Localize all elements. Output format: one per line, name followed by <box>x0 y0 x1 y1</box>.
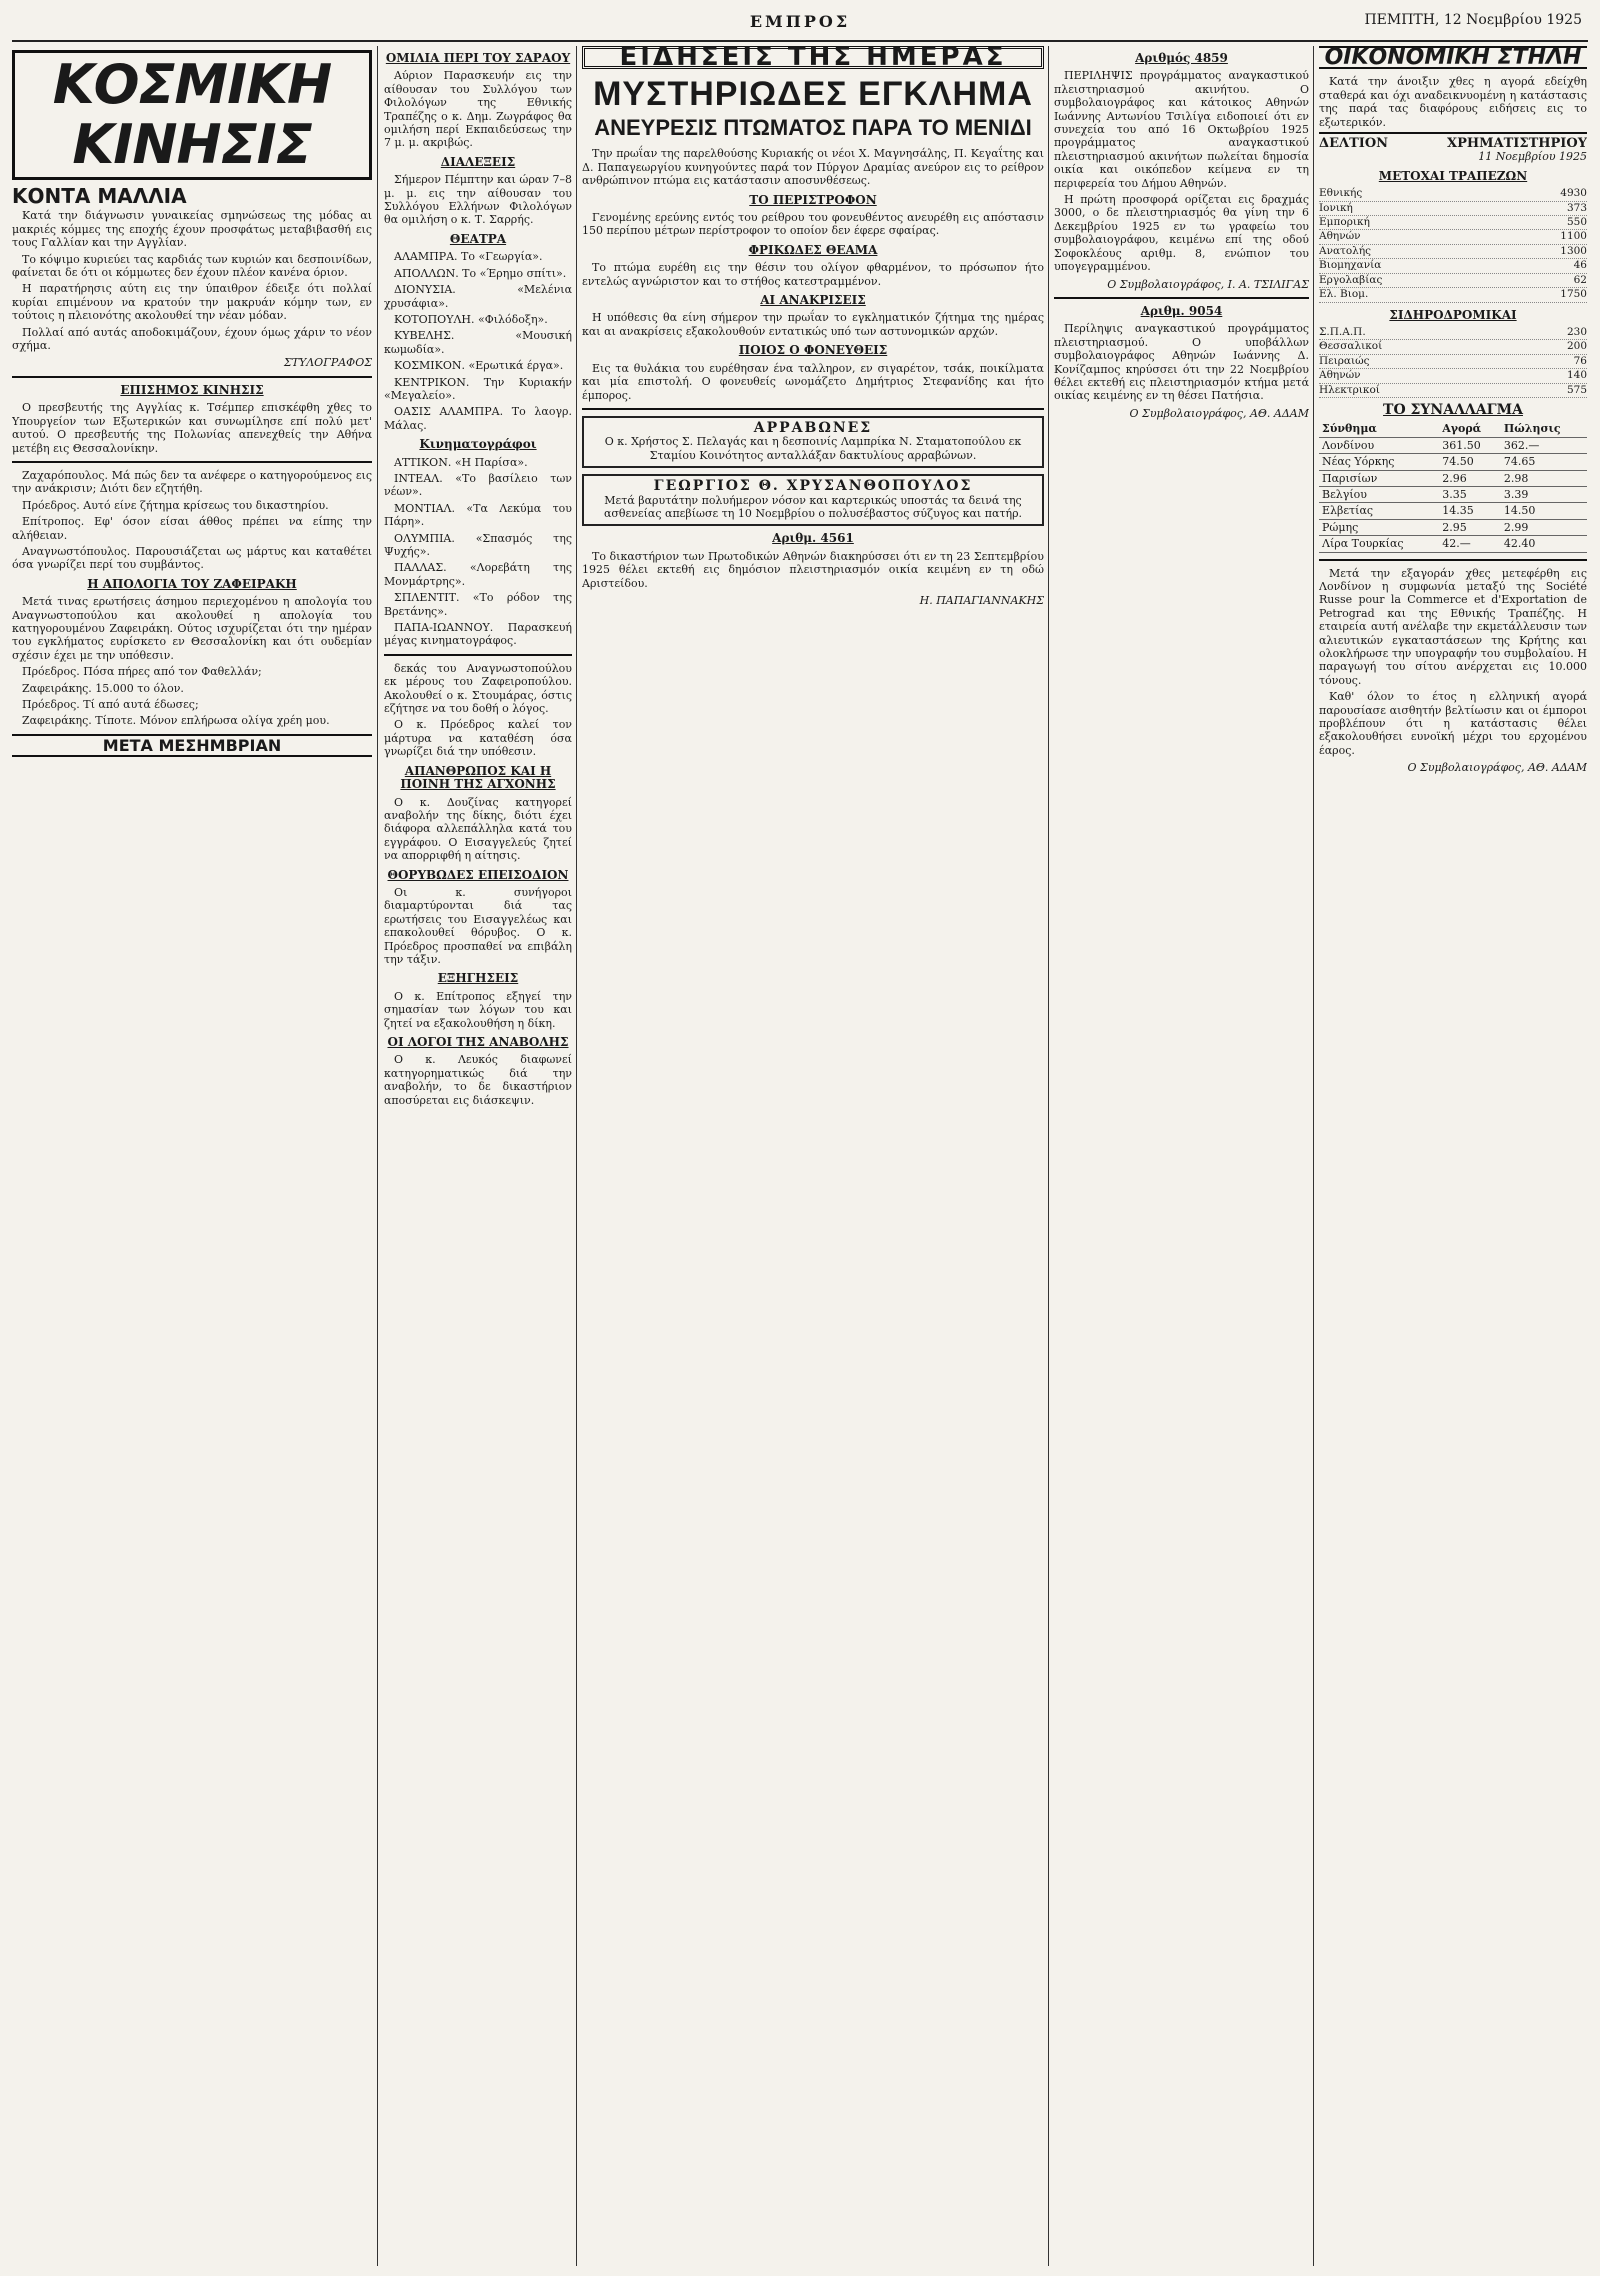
cinema-listing: ΠΑΛΛΑΣ. «Λορεβάτη της Μονμάρτρης». <box>384 561 572 588</box>
fx-cell: 14.35 <box>1439 503 1501 519</box>
section-head-incident: ΘΟΡΥΒΩΔΕΣ ΕΠΕΙΣΟΔΙΟΝ <box>387 867 569 882</box>
quote-name: Εργολαβίας <box>1319 273 1383 286</box>
paragraph: Πρόεδρος. Τί από αυτά έδωσες; <box>22 698 199 711</box>
bulletin-right: ΧΡΗΜΑΤΙΣΤΗΡΙΟΥ <box>1447 136 1587 152</box>
quote-row <box>1319 274 1587 288</box>
quote-name: Θεσσαλικοί <box>1319 340 1383 353</box>
bulletin-left: ΔΕΛΤΙΟΝ <box>1319 136 1389 152</box>
fx-cell: Λονδίνου <box>1319 437 1439 453</box>
fx-col-header: Πώλησις <box>1501 421 1587 437</box>
stocks-list <box>1319 187 1587 302</box>
paragraph: Μετά την εξαγοράν χθες μετεφέρθη εις Λονδίνον η συμφωνία μεταξύ της Société Russe pour la Commerce et d'Exportation de Petrograd και της Εθνικής Τραπέζης. Η εταιρεία αυτή ανέλαβε την εκμετάλλευσιν των αλιευτικών εγκαταστάσεων της Κρήτης και ολοκλήρωσε την υπογραφήν του συμβολαίου. Η παραγωγή του σίτου ανέρχεται εις 10.000 τόνους. <box>1319 566 1587 687</box>
fx-cell: 2.99 <box>1501 519 1587 535</box>
quote-row <box>1319 340 1587 354</box>
quote-row <box>1319 369 1587 383</box>
quote-value: 550 <box>1566 216 1587 229</box>
paragraph: Η πρώτη προσφορά ορίζεται εις δραχμάς 3000, ο δε πλειστηριασμός θα γίνη την 6 Δεκεμβρίου 1925 εν τω γραφείω του συμβολαιογράφου, κειμένω επί της οδού Σοφοκλέους αριθμ. 8, ενώπιον του υπογεγραμμένου. <box>1054 193 1309 274</box>
section-head-official: ΕΠΙΣΗΜΟΣ ΚΙΝΗΣΙΣ <box>120 382 264 397</box>
newspaper-page <box>12 6 1588 2270</box>
social-section-title: ΚΟΣΜΙΚΗ ΚΙΝΗΣΙΣ <box>12 50 372 180</box>
quote-name: Ελ. Βιομ. <box>1319 288 1369 301</box>
fx-cell: Παρισίων <box>1319 470 1439 486</box>
fx-cell: 14.50 <box>1501 503 1587 519</box>
paragraph: Ζαφειράκης. Τίποτε. Μόνον επλήρωσα ολίγα χρέη μου. <box>22 714 330 728</box>
quote-row <box>1319 288 1587 302</box>
quote-value: 76 <box>1573 354 1587 367</box>
fx-head: ΤΟ ΣΥΝΑΛΛΑΓΜΑ <box>1383 401 1523 418</box>
quote-name: Βιομηχανία <box>1319 259 1382 272</box>
column-divider <box>1048 46 1049 2266</box>
cinema-listing: ΙΝΤΕΑΛ. «Το βασίλειο των νέων». <box>384 471 572 499</box>
section-head-lectures: ΔΙΑΛΕΞΕΙΣ <box>440 154 516 169</box>
engagements-title: ΑΡΡΑΒΩΝΕΣ <box>753 419 873 436</box>
fx-row <box>1319 470 1587 486</box>
headline-mysterious-crime: ΜΥΣΤΗΡΙΩΔΕΣ ΕΓΚΛΗΜΑ <box>593 75 1033 114</box>
article-title-short-hair: ΚΟΝΤΑ ΜΑΛΛΙΑ <box>12 184 187 208</box>
paragraph: δεκάς του Αναγνωστοπούλου εκ μέρους του Ζαφειροπούλου. Ακολουθεί ο κ. Στουμάρας, όστις εζήτησε να του δοθή ο λόγος. <box>384 661 572 716</box>
engagements-text: Ο κ. Χρήστος Σ. Πελαγάς και η δεσποινίς Λαμπρίκα Ν. Σταματοπούλου εκ Σταμίου Κοινότητος ανταλλάξαν δακτυλίους αρραβώνων. <box>604 435 1022 462</box>
obituary-text: Μετά βαρυτάτην πολυήμερον νόσον και καρτερικώς υποστάς τα δεινά της ασθενείας απεβίωσε τη 10 Νοεμβρίου ο πολυσέβαστος σύζυγος και πατήρ. <box>603 493 1023 520</box>
theatre-listing: ΑΠΟΛΛΩΝ. Το «Έρημο σπίτι». <box>394 266 567 280</box>
economic-column-title: ΟΙΚΟΝΟΜΙΚΗ ΣΤΗΛΗ <box>1319 46 1587 69</box>
theatre-listing: ΚΕΝΤΡΙΚΟΝ. Την Κυριακήν «Μεγαλείο». <box>384 375 572 402</box>
quote-value: 1100 <box>1560 230 1587 243</box>
section-head-penalty: ΑΠΑΝΘΡΩΠΟΣ ΚΑΙ Η ΠΟΙΝΗ ΤΗΣ ΑΓΧΟΝΗΣ <box>400 763 556 792</box>
quote-row <box>1319 259 1587 273</box>
notice-number: Αριθμ. 9054 <box>1140 303 1223 318</box>
fx-cell: 74.65 <box>1501 454 1587 470</box>
quote-value: 1750 <box>1560 288 1587 301</box>
quote-row <box>1319 216 1587 230</box>
quote-row <box>1319 384 1587 398</box>
theatre-listing: ΚΥΒΕΛΗΣ. «Μουσική κωμωδία». <box>384 329 572 356</box>
cinema-listing: ΟΛΥΜΠΙΑ. «Σπασμός της Ψυχής». <box>384 531 572 558</box>
section-head-victim: ΠΟΙΟΣ Ο ΦΟΝΕΥΘΕΙΣ <box>738 343 888 358</box>
fx-cell: 3.39 <box>1501 486 1587 502</box>
section-head-theatres: ΘΕΑΤΡΑ <box>449 231 507 246</box>
paragraph: Καθ' όλον το έτος η ελληνική αγορά παρουσίασε αισθητήν βελτίωσιν και οι έμποροι προβλέπουν ότι η κατάστασις θέλει εξακολουθήσει ευνοϊκή μέχρι του ερχομένου έαρος. <box>1319 690 1587 757</box>
quote-value: 62 <box>1573 273 1587 286</box>
divider <box>1054 297 1309 299</box>
cinema-listing: ΣΠΛΕΝΤΙΤ. «Το ρόδον της Βρετάνης». <box>384 591 572 618</box>
divider <box>1319 559 1587 561</box>
quote-name: Αθηνών <box>1319 369 1361 382</box>
cinema-listing: ΑΤΤΙΚΟΝ. «Η Παρίσα». <box>394 455 528 469</box>
section-head-cinemas: Κινηματογράφοι <box>419 437 537 452</box>
paragraph: Ο κ. Λευκός διαφωνεί κατηγορηματικώς διά την αναβολήν, το δε δικαστήριον αποσύρεται εις διάσκεψιν. <box>384 1053 572 1107</box>
column-news <box>582 46 1044 2266</box>
cinema-listing: ΜΟΝΤΙΑΛ. «Τα Λεκύμα του Πάρη». <box>384 501 572 529</box>
paragraph: Γενομένης ερεύνης εντός του ρείθρου του φονευθέντος ανευρέθη εις απόστασιν 150 περίπου μέτρων περίστροφον το οποίον δεν έφερε σφαίρας. <box>582 211 1044 238</box>
paragraph: Οι κ. συνήγοροι διαμαρτύρονται διά τας ερωτήσεις του Εισαγγελέως και επακολουθεί θόρυβος. Ο κ. Πρόεδρος προσπαθεί να επιβάλη την τάξιν. <box>384 885 572 966</box>
fx-cell: Ρώμης <box>1319 519 1439 535</box>
quote-value: 230 <box>1566 325 1587 338</box>
fx-body <box>1319 437 1587 552</box>
column-legal-notices <box>1054 46 1309 2266</box>
issue-date: ΠΕΜΠΤΗ, 12 Νοεμβρίου 1925 <box>1364 12 1582 28</box>
paragraph: Περίληψις αναγκαστικού προγράμματος πλειστηριασμού. Ο υποβάλλων συμβολαιογράφος Αθηνών Ιωάννης Δ. Κονίζαμπος κηρύσσει ότι την 22 Νοεμβρίου θέλει εκτεθή εις πλειστηριασμόν κτήμα μετά οικίας κειμένης εν τη θέσει Πατήσια. <box>1054 322 1309 403</box>
quote-name: Αθηνών <box>1319 230 1361 243</box>
obituary-box <box>582 474 1044 526</box>
column-announcements <box>384 46 572 2266</box>
quote-value: 1300 <box>1560 244 1587 257</box>
quote-name: Πειραιώς <box>1319 354 1370 367</box>
fx-cell: 3.35 <box>1439 486 1501 502</box>
paragraph: Το πτώμα ευρέθη εις την θέσιν του ολίγον φθαρμένον, το πρόσωπον ήτο εντελώς αγνώριστον και το στήθος κατεστραμμένον. <box>582 261 1044 288</box>
quote-name: Ηλεκτρικοί <box>1319 383 1380 396</box>
paragraph: Πρόεδρος. Αυτό είνε ζήτημα κρίσεως του δικαστηρίου. <box>22 498 329 512</box>
quote-name: Εμπορική <box>1319 216 1370 229</box>
fx-cell: 362.— <box>1501 437 1587 453</box>
fx-row <box>1319 486 1587 502</box>
news-banner: ΕΙΔΗΣΕΙΣ ΤΗΣ ΗΜΕΡΑΣ <box>582 46 1044 69</box>
paragraph: ΠΕΡΙΛΗΨΙΣ προγράμματος αναγκαστικού πλειστηριασμού ακινήτου. Ο συμβολαιογράφος και κάτοικος Αθηνών Ιωάννης Αντωνίου Τσιλίγα ειδοποιεί ότι εν συνεχεία του από 16 Οκτωβρίου 1925 προγράμματος αναγκαστικού πλειστηριασμού ακινήτων πωλείται δημοσία οικία και οικόπεδον κείμενα εν τη περιφερεία του Δήμου Αθηνών. <box>1054 69 1309 190</box>
paragraph: Ο κ. Δουζίνας κατηγορεί αναβολήν της δίκης, διότι έχει διάφορα αλλεπάλληλα κατά του εγγράφου. Ο Εισαγγελεύς ζητεί να απορριφθή η αίτησις. <box>384 795 572 863</box>
paragraph: Κατά την διάγνωσιν γυναικείας σμηνώσεως της μόδας αι μακριές κόμμες της εποχής έχουν προσφάτως μεταβιβασθή εις τους Γαλλίαν και την Αγγλίαν. <box>12 209 372 250</box>
notice-signature: Ο Συμβολαιογράφος, Ι. Α. ΤΣΙΛΙΓΑΣ <box>1107 277 1309 291</box>
fx-cell: Λίρα Τουρκίας <box>1319 536 1439 552</box>
divider <box>12 376 372 378</box>
headline-corpse-found: ΑΝΕΥΡΕΣΙΣ ΠΤΩΜΑΤΟΣ ΠΑΡΑ ΤΟ ΜΕΝΙΔΙ <box>594 115 1032 141</box>
paragraph: Η παρατήρησις αύτη εις την ύπαιθρον έδειξε ότι πολλαί κυρίαι επιμένουν να κρατούν την μακρυάν κόμην των, εν τούτοις η πλειονότης ακολουθεί την νέαν μόδαν. <box>12 282 372 323</box>
column-economy <box>1319 46 1587 2266</box>
quote-row <box>1319 326 1587 340</box>
quote-value: 46 <box>1573 259 1587 272</box>
section-head-revolver: ΤΟ ΠΕΡΙΣΤΡΟΦΟΝ <box>749 192 877 207</box>
paragraph: Η υπόθεσις θα είνη σήμερον την πρωΐαν το εγκληματικόν ζήτημα της ημέρας και αι ανακρίσεις εξακολουθούν εντατικώς υπό των αστυνομικών αρχών. <box>582 311 1044 338</box>
fx-cell: 42.40 <box>1501 536 1587 552</box>
fx-row <box>1319 519 1587 535</box>
section-head-explanations: ΕΞΗΓΗΣΕΙΣ <box>437 971 519 986</box>
section-head-horrible-sight: ΦΡΙΚΩΔΕΣ ΘΕΑΜΑ <box>748 242 878 257</box>
quote-row <box>1319 355 1587 369</box>
bulletin-date: 11 Νοεμβρίου 1925 <box>1478 150 1587 164</box>
paragraph: Ο κ. Επίτροπος εξηγεί την σημασίαν των λόγων του και ζητεί να εξακολουθήση η δίκη. <box>384 989 572 1030</box>
bonds-head: ΣΙΔΗΡΟΔΡΟΜΙΚΑΙ <box>1389 307 1517 322</box>
column-divider <box>576 46 577 2266</box>
divider <box>582 408 1044 410</box>
quote-name: Ιονική <box>1319 201 1353 214</box>
paragraph: Την πρωΐαν της παρελθούσης Κυριακής οι νέοι Χ. Μαγνησάλης, Π. Κεγαΐτης και Δ. Παπαγεωργίου κυνηγούντες παρά τον Πύργον Δραμίας ανεύρον εις το ρείθρον ανθρώπινον πτώμα εις κατάστασιν αποσυνθέσεως. <box>582 147 1044 188</box>
fx-row <box>1319 437 1587 453</box>
theatre-listing: ΚΟΣΜΙΚΟΝ. «Ερωτικά έργα». <box>394 359 564 373</box>
theatre-listing: ΟΑΣΙΣ ΑΛΑΜΠΡΑ. Το λαογρ. Μάλας. <box>384 405 572 432</box>
engagements-box <box>582 416 1044 468</box>
paragraph: Πρόεδρος. Πόσα πήρες από τον Φαθελλάν; <box>22 665 262 679</box>
fx-cell: 2.96 <box>1439 470 1501 486</box>
fx-cell: 361.50 <box>1439 437 1501 453</box>
afternoon-heading: ΜΕΤΑ ΜΕΣΗΜΒΡΙΑΝ <box>12 734 372 757</box>
bulletin-header <box>1319 132 1587 150</box>
fx-cell: 74.50 <box>1439 454 1501 470</box>
paragraph: Εις τα θυλάκια του ευρέθησαν ένα ταλληρον, εν σιγαρέτον, τσάκ, ποικίλματα και μία επιστολή. Ο φονευθείς ωνομάζετο Δημήτριος Στεφανίδης και ήτο έμπορος. <box>582 361 1044 402</box>
fx-col-header: Αγορά <box>1439 421 1501 437</box>
fx-cell: 2.95 <box>1439 519 1501 535</box>
theatre-listing: ΔΙΟΝΥΣΙΑ. «Μελένια χρυσάφια». <box>384 283 572 310</box>
fx-col-header: Σύνθημα <box>1319 421 1439 437</box>
paragraph: Επίτροπος. Εφ' όσον είσαι άθθος πρέπει να είπης την αλήθειαν. <box>12 515 372 542</box>
paragraph: Ζαχαρόπουλος. Μά πώς δεν τα ανέφερε ο κατηγορούμενος εις την ανάκρισιν; Διότι δεν εζητήθη. <box>12 468 372 496</box>
notice-signature: Ο Συμβολαιογράφος, ΑΘ. ΑΔΑΜ <box>1407 761 1587 775</box>
quote-row <box>1319 202 1587 216</box>
divider <box>12 461 372 463</box>
quote-value: 575 <box>1566 383 1587 396</box>
column-social <box>12 46 372 2266</box>
paragraph: Αναγνωστόπουλος. Παρουσιάζεται ως μάρτυς και καταθέτει όσα γνωρίζει περί του συμβάντος. <box>12 544 372 572</box>
notice-signature: Η. ΠΑΠΑΓΙΑΝΝΑΚΗΣ <box>919 593 1044 607</box>
stocks-head: ΜΕΤΟΧΑΙ ΤΡΑΠΕΖΩΝ <box>1378 168 1528 183</box>
section-head-lecture: ΟΜΙΛΙΑ ΠΕΡΙ ΤΟΥ ΣΑΡΑΟΥ <box>385 51 571 65</box>
paragraph: Μετά τινας ερωτήσεις άσημου περιεχομένου η απολογία του Αναγνωστοπούλου και ακολουθεί η απολογία του κατηγορουμένου Ζαφειράκη. Ούτος ισχυρίζεται ότι την ημέραν του εγκλήματος ευρίσκετο εν Θεσσαλονίκη και ότι ουδεμίαν σχέσιν έχει με την υπόθεσιν. <box>12 595 372 662</box>
masthead <box>12 6 1588 42</box>
column-divider <box>1313 46 1314 2266</box>
section-head-investigations: ΑΙ ΑΝΑΚΡΙΣΕΙΣ <box>760 293 866 308</box>
paragraph: Κατά την άνοιξιν χθες η αγορά εδείχθη σταθερά και όχι αναδεικνυομένη η κατάστασις της παρά τας διαφόρους ειδήσεις εις το εξωτερικόν. <box>1319 75 1587 129</box>
paragraph: Το κόψιμο κυριεύει τας καρδιάς των κυριών και δεσποινίδων, φαίνεται δε ότι οι κόμμωτες δεν έχουν πλέον κανένα όριον. <box>12 252 372 280</box>
quote-row <box>1319 230 1587 244</box>
paragraph: Το δικαστήριον των Πρωτοδικών Αθηνών διακηρύσσει ότι εν τη 23 Σεπτεμβρίου 1925 θέλει εκτεθή εις δημόσιον πλειστηριασμόν οικία κειμένη εν τη οδώ Αριστείδου. <box>582 549 1044 590</box>
theatre-listing: ΑΛΑΜΠΡΑ. Το «Γεωργία». <box>394 250 543 264</box>
fx-cell: 42.— <box>1439 536 1501 552</box>
notice-number: Αριθμός 4859 <box>1135 51 1228 65</box>
quote-name: Εθνικής <box>1319 187 1363 200</box>
quote-name: Ανατολής <box>1319 244 1372 257</box>
fx-cell: Ελβετίας <box>1319 503 1439 519</box>
divider <box>384 654 572 656</box>
paragraph: Ο πρεσβευτής της Αγγλίας κ. Τσέμπερ επισκέφθη χθες το Υπουργείον των Εξωτερικών και συνωμίλησε επί πολύ μετ' αυτού. Ο πρεσβευτής της Πολωνίας απενεχθείς την Αθήνα μετέβη εις Θεσσαλονίκην. <box>12 401 372 455</box>
quote-name: Σ.Π.Α.Π. <box>1319 325 1366 338</box>
fx-table <box>1319 421 1587 552</box>
column-divider <box>377 46 378 2266</box>
quote-row <box>1319 187 1587 201</box>
fx-cell: Βελγίου <box>1319 486 1439 502</box>
paragraph: Ζαφειράκης. 15.000 το όλον. <box>22 681 184 695</box>
signature: ΣΤΥΛΟΓΡΑΦΟΣ <box>283 356 372 370</box>
obituary-name: ΓΕΩΡΓΙΟΣ Θ. ΧΡΥΣΑΝΘΟΠΟΥΛΟΣ <box>653 478 973 495</box>
fx-cell: 2.98 <box>1501 470 1587 486</box>
section-head-apology: Η ΑΠΟΛΟΓΙΑ ΤΟΥ ΖΑΦΕΙΡΑΚΗ <box>87 576 297 591</box>
fx-row <box>1319 503 1587 519</box>
quote-value: 4930 <box>1560 187 1587 200</box>
paragraph: Αύριον Παρασκευήν εις την αίθουσαν του Συλλόγου των Φιλολόγων της Εθνικής Τραπέζης ο κ. Δημ. Ζωγράφος θα ομιλήση περί Εκπαιδεύσεως την 7 μ. μ. ακριβώς. <box>384 69 572 150</box>
paper-name: ΕΜΠΡΟΣ <box>749 12 851 31</box>
quote-row <box>1319 245 1587 259</box>
bonds-list <box>1319 326 1587 398</box>
quote-value: 200 <box>1566 340 1587 353</box>
paragraph: Σήμερον Πέμπτην και ώραν 7–8 μ. μ. εις την αίθουσαν του Συλλόγου Ελλήνων Φιλολόγων θα ομιλήση ο κ. Τ. Σαρρής. <box>384 173 572 227</box>
section-head-postponement: ΟΙ ΛΟΓΟΙ ΤΗΣ ΑΝΑΒΟΛΗΣ <box>387 1035 569 1049</box>
quote-value: 373 <box>1566 201 1587 214</box>
quote-value: 140 <box>1566 369 1587 382</box>
notice-number: Αριθμ. 4561 <box>772 531 854 546</box>
fx-row <box>1319 536 1587 552</box>
fx-cell: Νέας Υόρκης <box>1319 454 1439 470</box>
cinema-listing: ΠΑΠΑ-ΙΩΑΝΝΟΥ. Παρασκευή μέγας κινηματογράφος. <box>384 621 572 648</box>
fx-header-row <box>1319 421 1587 437</box>
fx-row <box>1319 454 1587 470</box>
notice-signature: Ο Συμβολαιογράφος, ΑΘ. ΑΔΑΜ <box>1129 406 1309 420</box>
theatre-listing: ΚΟΤΟΠΟΥΛΗ. «Φιλόδοξη». <box>394 312 548 326</box>
paragraph: Ο κ. Πρόεδρος καλεί τον μάρτυρα να καταθέση όσα γνωρίζει διά την υπόθεσιν. <box>384 718 572 759</box>
paragraph: Πολλαί από αυτάς αποδοκιμάζουν, έχουν όμως χάριν το νέον σχήμα. <box>12 325 372 353</box>
